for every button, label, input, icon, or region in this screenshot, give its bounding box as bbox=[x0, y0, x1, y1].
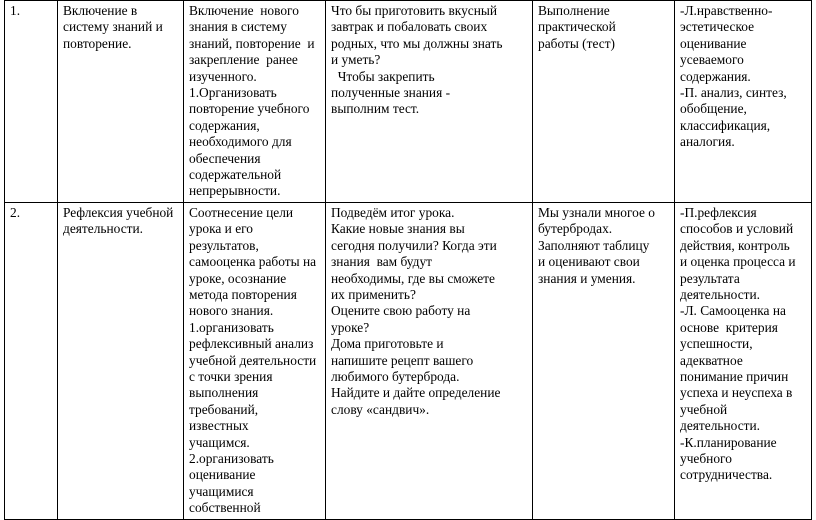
cell-text-line: Заполняют таблицу bbox=[538, 237, 650, 253]
cell-text-line: бутербродах. bbox=[538, 221, 613, 237]
cell-text-line: обобщение, bbox=[680, 101, 747, 117]
cell-text-line: -К.планирование bbox=[680, 434, 777, 450]
uud-cell bbox=[675, 1, 812, 203]
cell-text-line: результатов, bbox=[189, 237, 259, 253]
stage-cell bbox=[58, 202, 184, 519]
cell-text-line: учебной bbox=[680, 401, 728, 417]
cell-text-line: выполним тест. bbox=[331, 101, 420, 117]
cell-text-line: оценивание bbox=[189, 467, 256, 483]
cell-text-line: -Л. Самооценка на bbox=[680, 303, 786, 319]
cell-text-line: напишите рецепт вашего bbox=[331, 352, 474, 368]
cell-text-line: любимого бутерброда. bbox=[331, 368, 460, 384]
cell-text-line: самооценка работы на bbox=[189, 254, 317, 270]
goal-cell bbox=[184, 202, 326, 519]
student-activity-cell bbox=[533, 1, 675, 203]
cell-text-line: рефлексивный анализ bbox=[189, 336, 314, 352]
cell-text-line: учебной деятельности bbox=[189, 352, 317, 368]
cell-text-line: содержательной bbox=[189, 167, 282, 183]
uud-cell bbox=[675, 202, 812, 519]
cell-text-line: требований, известных bbox=[189, 401, 262, 434]
cell-text-line: с точки зрения bbox=[189, 368, 273, 384]
cell-text-line: действия, контроль bbox=[680, 237, 790, 253]
cell-text-line: уроке? bbox=[331, 319, 370, 335]
table-row bbox=[5, 1, 812, 203]
cell-text-line: знания в систему bbox=[189, 19, 287, 35]
cell-text-line: знания и умения. bbox=[538, 270, 636, 286]
step-number: 1. bbox=[10, 3, 21, 18]
cell-text-line: деятельности. bbox=[680, 418, 761, 434]
cell-text-line: Включение в bbox=[63, 3, 138, 18]
cell-text-line: содержания. bbox=[680, 68, 751, 84]
cell-text-line: необходимы, где вы сможете bbox=[331, 270, 495, 286]
cell-text-line: учебного bbox=[680, 450, 732, 466]
cell-text-line: классификация, bbox=[680, 117, 771, 133]
cell-text-line: систему знаний и bbox=[63, 19, 163, 35]
table-row bbox=[5, 202, 812, 519]
cell-text-line: аналогия. bbox=[680, 134, 735, 150]
cell-text-line: успеха и неуспеха в bbox=[680, 385, 793, 401]
lesson-plan-table bbox=[4, 0, 812, 520]
cell-text-line: 2.организовать bbox=[189, 450, 274, 466]
cell-text-line: результата bbox=[680, 270, 740, 286]
cell-text-line: повторение учебного bbox=[189, 101, 310, 117]
cell-text-line: -П. анализ, синтез, bbox=[680, 85, 787, 101]
cell-text-line: родных, что мы должны знать bbox=[331, 35, 503, 51]
cell-text-line: деятельности. bbox=[63, 221, 144, 237]
cell-text-line: сотрудничества. bbox=[680, 467, 773, 483]
cell-text-line: основе критерия bbox=[680, 319, 778, 335]
cell-text-line: собственной bbox=[189, 500, 261, 516]
cell-text-line: урока и его bbox=[189, 221, 253, 237]
teacher-activity-cell bbox=[326, 1, 533, 203]
step-number-cell bbox=[5, 1, 58, 203]
goal-cell bbox=[184, 1, 326, 203]
cell-text-line: знаний, повторение и bbox=[189, 35, 315, 51]
cell-text-line: их применить? bbox=[331, 286, 416, 302]
cell-text-line: необходимого для bbox=[189, 134, 292, 150]
cell-text-line: слову «сандвич». bbox=[331, 401, 430, 417]
cell-text-line: учащимся. bbox=[189, 434, 250, 450]
cell-text-line: Найдите и дайте определение bbox=[331, 385, 501, 401]
cell-text-line: 1.Организовать bbox=[189, 85, 277, 101]
cell-text-line: оценивание bbox=[680, 35, 747, 51]
cell-text-line: Какие новые знания вы bbox=[331, 221, 465, 237]
cell-text-line: Соотнесение цели bbox=[189, 204, 294, 220]
cell-text-line: учащимися bbox=[189, 483, 254, 499]
cell-text-line: успешности, bbox=[680, 336, 753, 352]
cell-text-line: Включение нового bbox=[189, 3, 299, 18]
step-number-cell bbox=[5, 202, 58, 519]
cell-text-line: адекватное bbox=[680, 352, 743, 368]
cell-text-line: повторение. bbox=[63, 35, 132, 51]
cell-text-line: изученного. bbox=[189, 68, 257, 84]
cell-text-line: обеспечения bbox=[189, 150, 261, 166]
cell-text-line: и уметь? bbox=[331, 52, 381, 68]
cell-text-line: усеваемого bbox=[680, 52, 744, 68]
step-number: 2. bbox=[10, 204, 21, 220]
student-activity-cell bbox=[533, 202, 675, 519]
teacher-activity-cell bbox=[326, 202, 533, 519]
cell-text-line: Мы узнали многое о bbox=[538, 204, 655, 220]
cell-text-line: работы (тест) bbox=[538, 35, 616, 51]
cell-text-line: -Л.нравственно- bbox=[680, 3, 773, 18]
cell-text-line: выполнения bbox=[189, 385, 259, 401]
cell-text-line: -П.рефлексия bbox=[680, 204, 757, 220]
stage-cell bbox=[58, 1, 184, 203]
cell-text-line: сегодня получили? Когда эти bbox=[331, 237, 497, 253]
cell-text-line: способов и условий bbox=[680, 221, 794, 237]
cell-text-line: полученные знания - bbox=[331, 85, 451, 101]
cell-text-line: понимание причин bbox=[680, 368, 789, 384]
cell-text-line: знания вам будут bbox=[331, 254, 433, 270]
cell-text-line: непрерывности. bbox=[189, 183, 281, 199]
cell-text-line: и оценивают свои bbox=[538, 254, 640, 270]
cell-text-line: Оцените свою работу на bbox=[331, 303, 471, 319]
cell-text-line: Дома приготовьте и bbox=[331, 336, 444, 352]
cell-text-line: эстетическое bbox=[680, 19, 755, 35]
cell-text-line: Рефлексия учебной bbox=[63, 204, 174, 220]
cell-text-line: 1.организовать bbox=[189, 319, 274, 335]
cell-text-line: нового знания. bbox=[189, 303, 274, 319]
cell-text-line: завтрак и побаловать своих bbox=[331, 19, 488, 35]
cell-text-line: деятельности. bbox=[680, 286, 761, 302]
cell-text-line: закрепление ранее bbox=[189, 52, 298, 68]
cell-text-line: метода повторения bbox=[189, 286, 297, 302]
cell-text-line: и оценка процесса и bbox=[680, 254, 796, 270]
cell-text-line: Выполнение bbox=[538, 3, 610, 18]
cell-text-line: Подведём итог урока. bbox=[331, 204, 455, 220]
cell-text-line: практической bbox=[538, 19, 616, 35]
cell-text-line: содержания, bbox=[189, 117, 260, 133]
cell-text-line: уроке, осознание bbox=[189, 270, 287, 286]
cell-text-line: Чтобы закрепить bbox=[331, 68, 435, 84]
cell-text-line: Что бы приготовить вкусный bbox=[331, 3, 498, 18]
